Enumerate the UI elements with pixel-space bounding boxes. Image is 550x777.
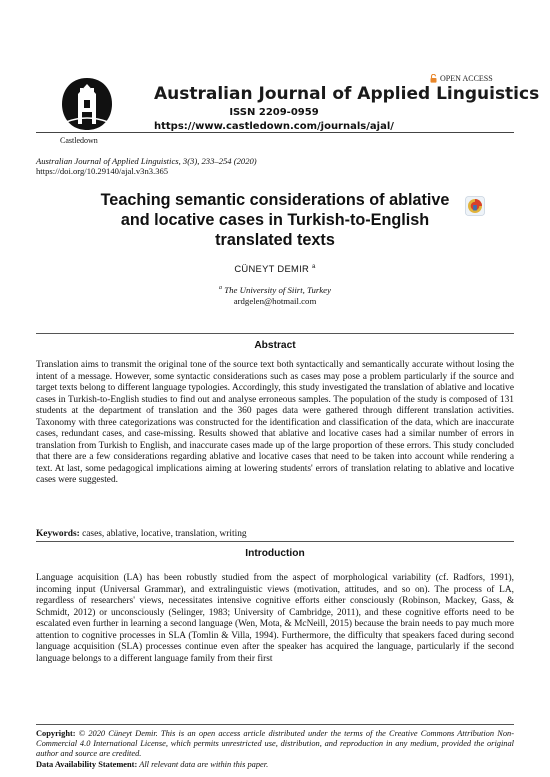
introduction-heading: Introduction [245,548,305,559]
open-lock-icon [430,74,437,83]
affiliation-marker: a [219,285,222,292]
keywords-text: cases, ablative, locative, translation, writing [82,529,247,539]
data-availability-label: Data Availability Statement: [36,759,138,769]
article-title: Teaching semantic considerations of ablative and locative cases in Turkish-to-English translated texts [100,191,450,249]
data-availability-text: All relevant data are within this paper. [139,759,269,769]
introduction-text: Language acquisition (LA) has been robustly studied from the aspect of morphological variability (cf. Radfors, 1991), incoming input (Universal Grammar), and extralinguistic views (motivation, attitudes, and so on). The process of LA, regardless of researchers' views, necessitates intensive cognitive efforts either consciously (Robinson, Mackey, Gass, & Schmidt, 2012) or unconsciously (Selinger, 1983; University of Cambridge, 2011), and these cognitive efforts need to be escalated even further in learning a second language (Wen, Mota, & McNeill, 2015) because the brain needs to pay much more attention to cognitive processes in SLA (Tomlin & Villa, 1994). Furthermore, the difficulty that speakers faced during second language acquisition (SLA) processes continue even after the speaker has acquired the language, particularly if the second language belongs to a different language family from their first [36,573,514,664]
open-access-label: OPEN ACCESS [440,74,493,83]
check-for-updates-icon[interactable] [465,196,485,216]
open-access-badge[interactable] [430,74,493,83]
keywords-divider [36,541,514,542]
keywords-line [36,529,247,539]
copyright-label: Copyright: [36,729,76,738]
keywords-label: Keywords: [36,529,80,539]
header-divider [36,132,514,133]
publisher-name: Castledown [60,136,98,145]
copyright-text: © 2020 Cüneyt Demir. This is an open access article distributed under the terms of the Creative Commons Attribution Non-Commercial 4.0 International License, which permits unrestricted use, distribution, and reproduction in any medium, provided the original author and source are credited. [36,729,515,759]
citation-reference: Australian Journal of Applied Linguistics, 3(3), 233–254 (2020) [36,156,257,166]
author-affiliation [100,285,450,295]
footer-divider [36,724,514,725]
affiliation-text: The University of Siirt, Turkey [224,285,331,295]
author-affiliation-marker: a [312,263,316,270]
author-name-text: CÜNEYT DEMIR [234,263,310,274]
abstract-text: Translation aims to transmit the original tone of the source text both syntactically and semantically accurate without losing the intent of a message. However, some syntactic considerations such as cases may pose a problem particularly if the source and target texts belong to different language typologies. Accordingly, this study investigated the translation of ablative and locative cases in Turkish-to-English studies to find out and analyse erroneous samples. The population of the study is composed of 131 students at the department of translation and the 360 pages data were gathered through different translation activities. Taxonomy with three categorizations was constructed for the identification and classification of the data, which are inaccurate cases, redundant cases, and case-missing. Results showed that ablative and locative cases had a similar number of errors in translation from Turkish to English, and inaccurate cases made up of the large proportion of these errors. This study concluded that there are a few considerations regarding ablative and locative cases that need to be taken into account while rendering a text. At last, some pedagogical implications aiming at lowering students' errors of translation relating to ablative and locative cases were suggested. [36,360,514,486]
castle-tower-icon [58,76,116,132]
abstract-heading: Abstract [254,340,296,351]
author-name [100,263,450,274]
abstract-top-divider [36,333,514,334]
journal-title: Australian Journal of Applied Linguistics [154,84,540,104]
journal-issn: ISSN 2209-0959 [229,107,319,118]
citation-doi[interactable]: https://doi.org/10.29140/ajal.v3n3.365 [36,166,169,176]
footer-note [36,729,514,770]
journal-url[interactable]: https://www.castledown.com/journals/ajal/ [154,121,394,132]
author-email[interactable]: ardgelen@hotmail.com [233,296,317,306]
